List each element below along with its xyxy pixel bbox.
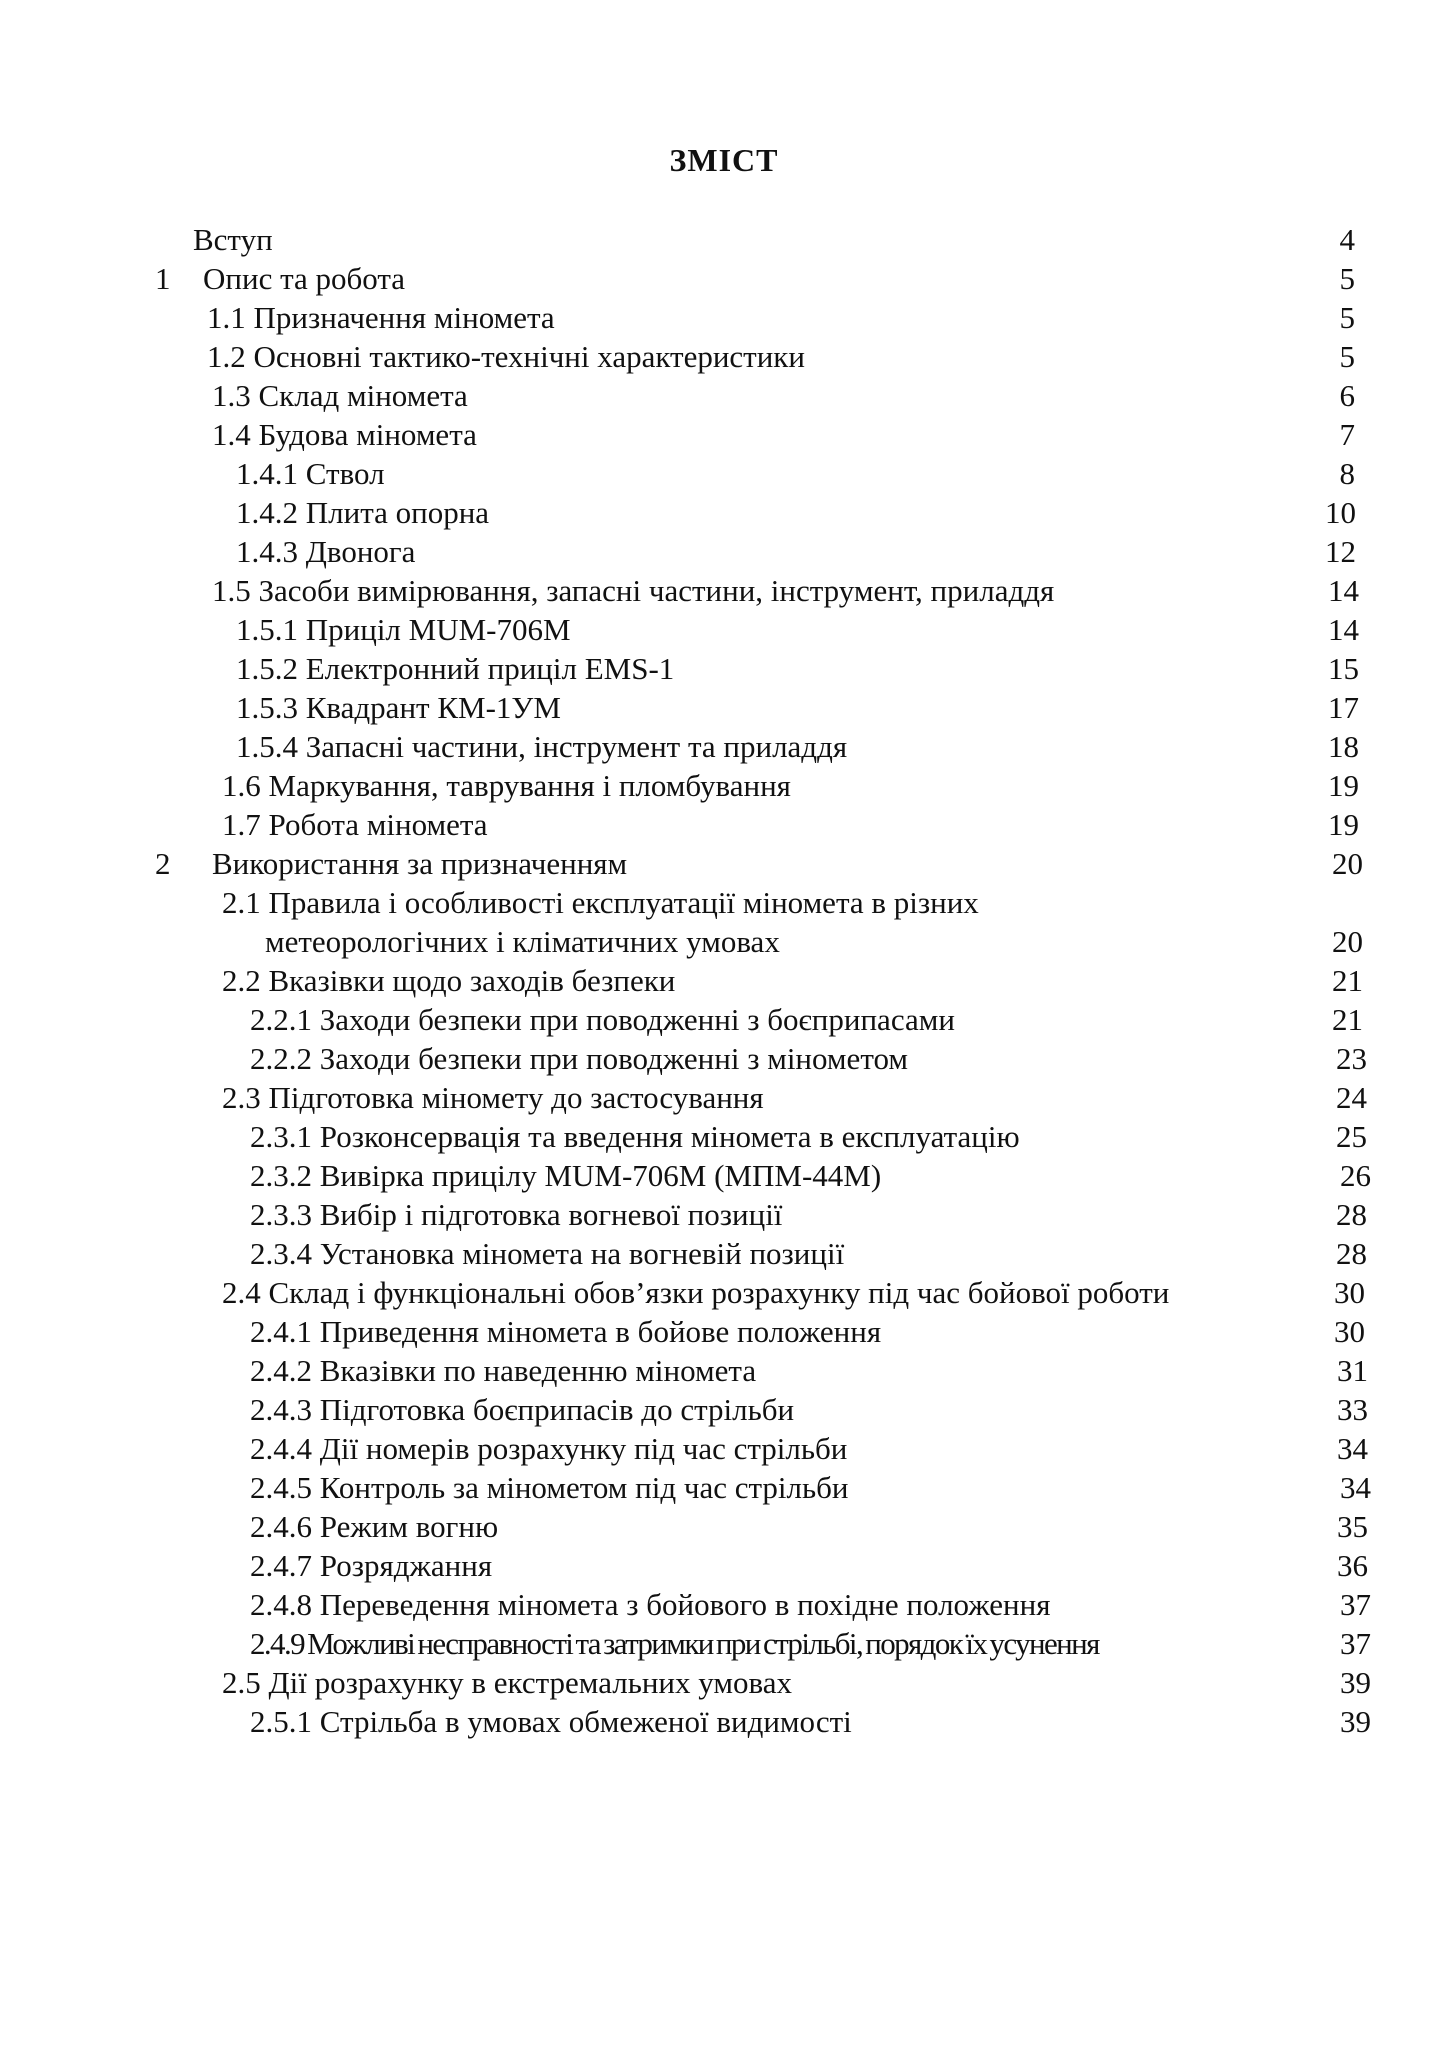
toc-entry-page: 30 xyxy=(1334,1275,1365,1310)
toc-entry-title: 1.4.2 Плита опорна xyxy=(236,495,490,530)
toc-entry-page: 26 xyxy=(1340,1158,1371,1193)
toc-entry-title: 2.4.1 Приведення міномета в бойове положення xyxy=(250,1314,882,1349)
toc-entry-page: 25 xyxy=(1336,1119,1367,1154)
toc-entry-title: 1.5.3 Квадрант КМ-1УМ xyxy=(236,690,561,725)
toc-entry-title: 2.4.8 Переведення міномета з бойового в похідне положення xyxy=(250,1587,1051,1622)
toc-entry-page: 14 xyxy=(1328,573,1359,608)
toc-entry-title: 1.4.3 Двонога xyxy=(236,534,416,569)
toc-entry-title: 2.4.4 Дії номерів розрахунку під час стрільби xyxy=(250,1431,848,1466)
toc-entry-page: 15 xyxy=(1328,651,1359,686)
toc-entry-title: 2.4 Склад і функціональні обов’язки розрахунку під час бойової роботи xyxy=(222,1275,1170,1310)
toc-entry-page: 36 xyxy=(1337,1548,1368,1583)
toc-entry-page: 34 xyxy=(1337,1431,1368,1466)
toc-entry-page: 20 xyxy=(1332,924,1363,959)
toc-entry-title: 1.1 Призначення міномета xyxy=(207,300,555,335)
toc-entry-title: Вступ xyxy=(193,222,273,257)
toc-entry-page: 21 xyxy=(1332,963,1363,998)
toc-entry-page: 24 xyxy=(1336,1080,1367,1115)
toc-entry-title: 2.2 Вказівки щодо заходів безпеки xyxy=(222,963,676,998)
toc-entry-title: 1.2 Основні тактико-технічні характеристики xyxy=(207,339,805,374)
toc-entry-title: 1.4.1 Ствол xyxy=(236,456,385,491)
toc-entry-page: 34 xyxy=(1340,1470,1371,1505)
toc-entry-page: 39 xyxy=(1340,1704,1371,1739)
toc-entry-title: 1.4 Будова міномета xyxy=(212,417,477,452)
toc-entry-page: 12 xyxy=(1325,534,1356,569)
toc-entry-title: 2.4.2 Вказівки по наведенню міномета xyxy=(250,1353,757,1388)
toc-entry-page: 35 xyxy=(1337,1509,1368,1544)
toc-entry-title: 2.2.1 Заходи безпеки при поводженні з боєприпасами xyxy=(250,1002,955,1037)
toc-entry-title: 1.5.4 Запасні частини, інструмент та приладдя xyxy=(236,729,848,764)
toc-entry-title: 2.5.1 Стрільба в умовах обмеженої видимості xyxy=(250,1704,852,1739)
toc-entry-title: 1.7 Робота міномета xyxy=(222,807,488,842)
toc-entry-title: 2.4.9 Можливі несправності та затримки при стрільбі, порядок їх усунення xyxy=(250,1626,1099,1661)
toc-entry-title: 2.3.4 Установка міномета на вогневій позиції xyxy=(250,1236,845,1271)
toc-entry-title: Опис та робота xyxy=(203,261,406,296)
toc-entry-page: 17 xyxy=(1328,690,1359,725)
toc-entry-title: Використання за призначенням xyxy=(212,846,628,881)
toc-entry-page: 31 xyxy=(1337,1353,1368,1388)
toc-entry-page: 28 xyxy=(1336,1236,1367,1271)
toc-entry-page: 5 xyxy=(1339,261,1355,296)
toc-entry-title: 2.3.2 Вивірка прицілу MUM-706M (МПМ-44М) xyxy=(250,1158,882,1193)
toc-entry-title: 2.4.7 Розряджання xyxy=(250,1548,493,1583)
toc-entry-title: 2.1 Правила і особливості експлуатації міномета в різних xyxy=(222,885,979,920)
toc-entry-title: 1.5.1 Приціл MUM-706M xyxy=(236,612,571,647)
toc-entry-page: 10 xyxy=(1325,495,1356,530)
page-title: ЗМІСТ xyxy=(669,142,779,178)
toc-entry-number: 1 xyxy=(155,261,171,296)
toc-entry-title: 1.5.2 Електронний приціл EMS-1 xyxy=(236,651,675,686)
toc-entry-page: 20 xyxy=(1332,846,1363,881)
toc-entry-page: 19 xyxy=(1328,768,1359,803)
toc-entry-page: 33 xyxy=(1337,1392,1368,1427)
toc-entry-title: 1.5 Засоби вимірювання, запасні частини, інструмент, приладдя xyxy=(212,573,1055,608)
toc-entry-title: метеорологічних і кліматичних умовах xyxy=(265,924,780,959)
toc-entry-title: 1.3 Склад міномета xyxy=(212,378,468,413)
toc-entry-page: 14 xyxy=(1328,612,1359,647)
toc-entry-number: 2 xyxy=(155,846,171,881)
toc-entry-title: 2.3 Підготовка міномету до застосування xyxy=(222,1080,764,1115)
toc-entry-title: 2.4.3 Підготовка боєприпасів до стрільби xyxy=(250,1392,795,1427)
toc-entry-page: 37 xyxy=(1340,1626,1371,1661)
toc-entry-page: 19 xyxy=(1328,807,1359,842)
toc-entry-page: 5 xyxy=(1339,300,1355,335)
toc-entry-page: 4 xyxy=(1339,222,1355,257)
toc-entry-title: 2.3.1 Розконсервація та введення міномета в експлуатацію xyxy=(250,1119,1020,1154)
toc-entry-page: 21 xyxy=(1332,1002,1363,1037)
toc-entry-title: 1.6 Маркування, таврування і пломбування xyxy=(222,768,791,803)
toc-entry-page: 30 xyxy=(1334,1314,1365,1349)
toc-entry-page: 7 xyxy=(1339,417,1355,452)
toc-entry-page: 8 xyxy=(1339,456,1355,491)
toc-entry-page: 39 xyxy=(1340,1665,1371,1700)
toc-entry-page: 23 xyxy=(1336,1041,1367,1076)
toc-entry-page: 5 xyxy=(1339,339,1355,374)
toc-entry-title: 2.4.5 Контроль за мінометом під час стрільби xyxy=(250,1470,849,1505)
toc-entry-page: 28 xyxy=(1336,1197,1367,1232)
toc-entry-title: 2.2.2 Заходи безпеки при поводженні з мінометом xyxy=(250,1041,908,1076)
toc-entry-title: 2.3.3 Вибір і підготовка вогневої позиції xyxy=(250,1197,783,1232)
toc-entry-title: 2.4.6 Режим вогню xyxy=(250,1509,499,1544)
toc-entry-title: 2.5 Дії розрахунку в екстремальних умовах xyxy=(222,1665,792,1700)
toc-entry-page: 18 xyxy=(1328,729,1359,764)
toc-entry-page: 6 xyxy=(1339,378,1355,413)
toc-entry-page: 37 xyxy=(1340,1587,1371,1622)
